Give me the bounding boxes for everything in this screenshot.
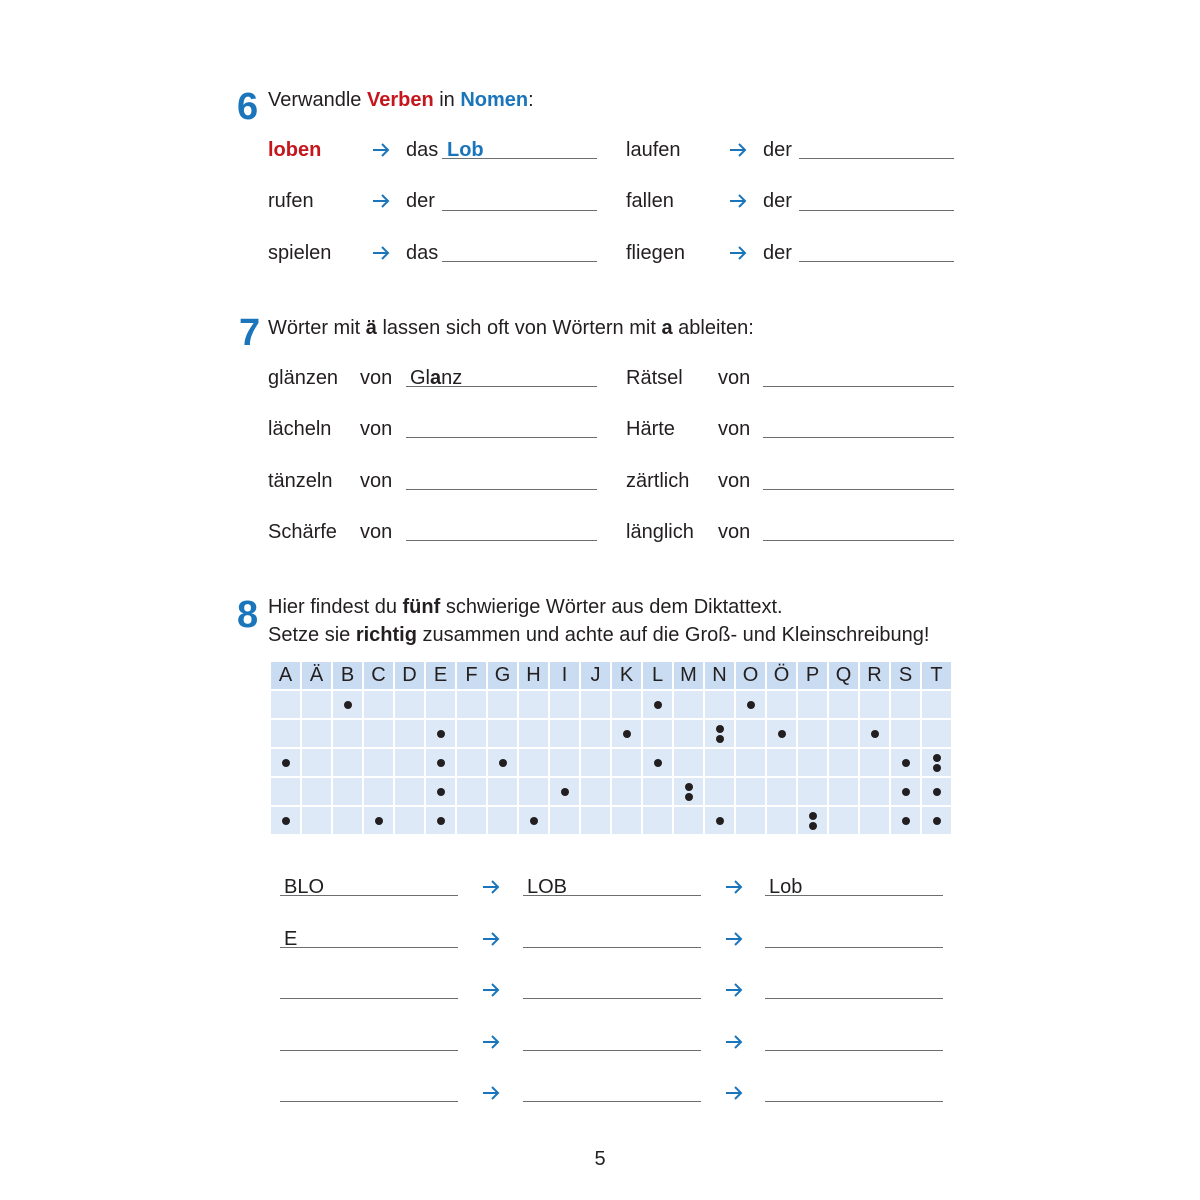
answer-line[interactable] (442, 210, 597, 211)
grid-cell (642, 719, 673, 748)
grid-dot-row (270, 719, 952, 748)
answer-line[interactable] (765, 998, 943, 999)
grid-dot-row (270, 777, 952, 806)
grid-letter: Ö (766, 661, 797, 690)
grid-cell (363, 748, 394, 777)
answer-line[interactable] (406, 489, 597, 490)
answer-line[interactable] (763, 489, 954, 490)
grid-cell (797, 690, 828, 719)
grid-cell (797, 748, 828, 777)
grid-cell (704, 719, 735, 748)
answer-line[interactable] (280, 998, 458, 999)
answer-line[interactable] (406, 386, 597, 387)
answer-line[interactable] (763, 437, 954, 438)
answer-line[interactable] (765, 1101, 943, 1102)
verb-word: laufen (626, 139, 681, 161)
arrow-right-icon (728, 140, 748, 160)
grid-letter: B (332, 661, 363, 690)
arrow-right-icon (481, 1032, 501, 1052)
grid-cell (704, 806, 735, 835)
answer-text: LOB (527, 876, 568, 898)
grid-cell (270, 777, 301, 806)
answer-line[interactable] (763, 386, 954, 387)
answer-line[interactable] (799, 210, 954, 211)
instruction-text: zusammen und achte auf die Groß- und Kleinschreibung! (416, 624, 930, 646)
grid-cell (580, 777, 611, 806)
grid-cell (828, 690, 859, 719)
dot-marker (902, 788, 910, 796)
page-number: 5 (594, 1148, 606, 1170)
answer-line[interactable] (763, 540, 954, 541)
grid-cell (332, 777, 363, 806)
grid-cell (270, 806, 301, 835)
arrow-right-icon (481, 1083, 501, 1103)
answer-line[interactable] (280, 947, 458, 948)
grid-cell (859, 690, 890, 719)
arrow-right-icon (724, 877, 744, 897)
answer-part: nz (441, 367, 463, 389)
grid-cell (394, 719, 425, 748)
grid-letter: G (487, 661, 518, 690)
instruction-text: Hier findest du (268, 596, 403, 618)
grid-cell (332, 719, 363, 748)
grid-cell (301, 806, 332, 835)
grid-letter: Ä (301, 661, 332, 690)
from-label: von (718, 367, 751, 389)
grid-cell (301, 690, 332, 719)
grid-cell (673, 777, 704, 806)
grid-cell (549, 777, 580, 806)
article: der (763, 139, 792, 161)
dot-marker (902, 759, 910, 767)
dot-marker (654, 759, 662, 767)
grid-cell (270, 719, 301, 748)
answer-line[interactable] (280, 1101, 458, 1102)
dot-marker (282, 817, 290, 825)
grid-letter: J (580, 661, 611, 690)
grid-letter: R (859, 661, 890, 690)
grid-cell (487, 748, 518, 777)
grid-cell (921, 690, 952, 719)
umlaut-word: Härte (626, 418, 675, 440)
task-7-number: 7 (239, 312, 261, 354)
task-8-number: 8 (237, 594, 259, 636)
grid-cell (890, 719, 921, 748)
instruction-bold: richtig (355, 624, 417, 646)
from-label: von (360, 418, 393, 440)
article: das (406, 242, 439, 264)
grid-cell (456, 690, 487, 719)
grid-cell (766, 777, 797, 806)
answer-line[interactable] (523, 998, 701, 999)
answer-line[interactable] (442, 261, 597, 262)
from-label: von (360, 470, 393, 492)
grid-cell (518, 719, 549, 748)
umlaut-word: lächeln (268, 418, 332, 440)
instruction-text: Wörter mit (268, 317, 366, 339)
answer-line[interactable] (406, 540, 597, 541)
answer-line[interactable] (523, 947, 701, 948)
grid-cell (332, 690, 363, 719)
grid-cell (580, 806, 611, 835)
grid-cell (766, 748, 797, 777)
answer-line[interactable] (280, 1050, 458, 1051)
instruction-text: lassen sich oft von Wörtern mit (376, 317, 662, 339)
grid-letter: K (611, 661, 642, 690)
grid-cell (425, 719, 456, 748)
dot-marker (375, 817, 383, 825)
grid-cell (797, 777, 828, 806)
arrow-right-icon (724, 1032, 744, 1052)
grid-cell (487, 806, 518, 835)
answer-text (410, 368, 462, 388)
grid-cell (425, 690, 456, 719)
grid-letter: M (673, 661, 704, 690)
grid-cell (704, 690, 735, 719)
grid-cell (301, 748, 332, 777)
dot-marker (685, 783, 693, 791)
grid-letter: T (921, 661, 952, 690)
umlaut-word: glänzen (268, 367, 339, 389)
grid-cell (704, 748, 735, 777)
grid-cell (270, 748, 301, 777)
grid-letter: N (704, 661, 735, 690)
task-6-instruction (268, 90, 534, 110)
grid-cell (921, 719, 952, 748)
grid-cell (425, 806, 456, 835)
grid-cell (332, 806, 363, 835)
grid-cell (890, 777, 921, 806)
from-label: von (718, 470, 751, 492)
dot-marker (933, 754, 941, 762)
grid-cell (890, 748, 921, 777)
dot-marker (809, 812, 817, 820)
answer-part: Gl (410, 367, 430, 389)
answer-line[interactable] (765, 1050, 943, 1051)
answer-line[interactable] (765, 895, 943, 896)
grid-cell (673, 690, 704, 719)
grid-cell (797, 719, 828, 748)
answer-line[interactable] (523, 1101, 701, 1102)
grid-cell (921, 748, 952, 777)
answer-line[interactable] (280, 895, 458, 896)
grid-letter: O (735, 661, 766, 690)
grid-cell (735, 719, 766, 748)
grid-cell (363, 719, 394, 748)
grid-cell (394, 806, 425, 835)
arrow-right-icon (481, 980, 501, 1000)
grid-cell (580, 719, 611, 748)
grid-cell (766, 806, 797, 835)
grid-cell (859, 748, 890, 777)
grid-cell (642, 690, 673, 719)
grid-cell (673, 806, 704, 835)
answer-text: Lob (769, 876, 803, 898)
grid-cell (642, 806, 673, 835)
grid-cell (611, 748, 642, 777)
dot-marker (437, 730, 445, 738)
grid-cell (735, 748, 766, 777)
dot-marker (437, 817, 445, 825)
instruction-text: Verwandle (268, 89, 367, 111)
grid-cell (673, 719, 704, 748)
grid-cell (487, 719, 518, 748)
answer-line[interactable] (799, 158, 954, 159)
grid-cell (549, 690, 580, 719)
grid-cell (921, 777, 952, 806)
umlaut-word: länglich (626, 521, 694, 543)
article: der (763, 190, 792, 212)
dot-marker (902, 817, 910, 825)
grid-cell (828, 777, 859, 806)
grid-cell (518, 777, 549, 806)
article: der (763, 242, 792, 264)
dot-marker (716, 725, 724, 733)
answer-line[interactable] (523, 895, 701, 896)
dot-marker (685, 793, 693, 801)
grid-cell (270, 690, 301, 719)
grid-header-row (270, 661, 952, 690)
answer-line[interactable] (799, 261, 954, 262)
dot-marker (344, 701, 352, 709)
dot-marker (933, 817, 941, 825)
dot-marker (933, 788, 941, 796)
verb-word: fliegen (626, 242, 685, 264)
instruction-a: a (661, 317, 673, 339)
grid-cell (673, 748, 704, 777)
instruction-text: in (433, 89, 461, 111)
from-label: von (718, 418, 751, 440)
grid-cell (363, 690, 394, 719)
grid-cell (642, 748, 673, 777)
arrow-right-icon (481, 877, 501, 897)
grid-cell (828, 719, 859, 748)
grid-cell (487, 777, 518, 806)
dot-marker (716, 735, 724, 743)
grid-letter: L (642, 661, 673, 690)
grid-cell (828, 806, 859, 835)
answer-line[interactable] (765, 947, 943, 948)
dot-marker (654, 701, 662, 709)
grid-cell (394, 777, 425, 806)
task-8-instruction-line-1 (268, 597, 783, 617)
dot-marker (933, 764, 941, 772)
answer-line[interactable] (442, 158, 597, 159)
grid-cell (797, 806, 828, 835)
grid-cell (518, 690, 549, 719)
grid-letter: A (270, 661, 301, 690)
dot-marker (499, 759, 507, 767)
verb-word: loben (268, 139, 322, 161)
grid-dot-row (270, 690, 952, 719)
arrow-right-icon (371, 140, 391, 160)
instruction-text: : (528, 89, 534, 111)
grid-cell (518, 806, 549, 835)
umlaut-word: Schärfe (268, 521, 337, 543)
from-label: von (718, 521, 751, 543)
arrow-right-icon (728, 243, 748, 263)
from-label: von (360, 521, 393, 543)
answer-text: Lob (447, 139, 484, 161)
grid-letter: C (363, 661, 394, 690)
grid-cell (611, 690, 642, 719)
grid-cell (332, 748, 363, 777)
grid-cell (611, 806, 642, 835)
arrow-right-icon (371, 243, 391, 263)
arrow-right-icon (371, 191, 391, 211)
dot-marker (871, 730, 879, 738)
dot-marker (437, 759, 445, 767)
verb-word: spielen (268, 242, 332, 264)
grid-cell (394, 748, 425, 777)
instruction-text: schwierige Wörter aus dem Diktattext. (440, 596, 783, 618)
grid-cell (828, 748, 859, 777)
dot-marker (747, 701, 755, 709)
article: das (406, 139, 439, 161)
grid-cell (735, 806, 766, 835)
grid-letter: H (518, 661, 549, 690)
grid-cell (859, 719, 890, 748)
verb-word: rufen (268, 190, 314, 212)
grid-cell (580, 690, 611, 719)
dot-marker (282, 759, 290, 767)
grid-cell (549, 719, 580, 748)
dot-marker (809, 822, 817, 830)
grid-cell (456, 777, 487, 806)
grid-cell (704, 777, 735, 806)
grid-cell (859, 806, 890, 835)
instruction-text: ableiten: (672, 317, 754, 339)
grid-letter: E (425, 661, 456, 690)
task-8-instruction-line-2 (268, 625, 929, 645)
grid-cell (580, 748, 611, 777)
arrow-right-icon (724, 980, 744, 1000)
verb-word: fallen (626, 190, 674, 212)
grid-letter: I (549, 661, 580, 690)
letter-dot-grid (269, 660, 953, 836)
grid-cell (921, 806, 952, 835)
grid-cell (766, 719, 797, 748)
grid-cell (456, 748, 487, 777)
grid-cell (735, 777, 766, 806)
grid-cell (890, 806, 921, 835)
grid-cell (363, 806, 394, 835)
dot-marker (561, 788, 569, 796)
answer-text: BLO (284, 876, 325, 898)
grid-cell (301, 719, 332, 748)
grid-cell (766, 690, 797, 719)
instruction-text: Setze sie (268, 624, 356, 646)
instruction-nouns: Nomen (460, 89, 529, 111)
grid-cell (735, 690, 766, 719)
grid-dot-row (270, 806, 952, 835)
dot-marker (716, 817, 724, 825)
grid-cell (611, 719, 642, 748)
grid-dot-row (270, 748, 952, 777)
grid-cell (394, 690, 425, 719)
answer-line[interactable] (523, 1050, 701, 1051)
grid-cell (549, 748, 580, 777)
umlaut-word: tänzeln (268, 470, 333, 492)
grid-cell (518, 748, 549, 777)
grid-letter: F (456, 661, 487, 690)
grid-cell (611, 777, 642, 806)
dot-marker (530, 817, 538, 825)
grid-cell (549, 806, 580, 835)
grid-cell (425, 748, 456, 777)
answer-text: E (284, 927, 298, 950)
instruction-a-umlaut: ä (365, 317, 377, 339)
grid-cell (456, 719, 487, 748)
article: der (406, 190, 435, 212)
grid-cell (456, 806, 487, 835)
arrow-right-icon (724, 929, 744, 949)
umlaut-word: zärtlich (626, 470, 690, 492)
task-6-number: 6 (237, 86, 259, 128)
instruction-verbs: Verben (366, 89, 434, 111)
arrow-right-icon (724, 1083, 744, 1103)
dot-marker (437, 788, 445, 796)
arrow-right-icon (481, 929, 501, 949)
grid-letter: P (797, 661, 828, 690)
grid-cell (487, 690, 518, 719)
grid-cell (363, 777, 394, 806)
instruction-bold: fünf (402, 596, 441, 618)
umlaut-word: Rätsel (626, 367, 683, 389)
grid-letter: D (394, 661, 425, 690)
from-label: von (360, 367, 393, 389)
grid-cell (301, 777, 332, 806)
task-7-instruction (268, 318, 754, 338)
grid-cell (890, 690, 921, 719)
grid-letter: Q (828, 661, 859, 690)
answer-part-bold: a (430, 367, 442, 389)
grid-cell (859, 777, 890, 806)
arrow-right-icon (728, 191, 748, 211)
dot-marker (623, 730, 631, 738)
dot-marker (778, 730, 786, 738)
grid-letter: S (890, 661, 921, 690)
answer-line[interactable] (406, 437, 597, 438)
grid-cell (642, 777, 673, 806)
grid-cell (425, 777, 456, 806)
